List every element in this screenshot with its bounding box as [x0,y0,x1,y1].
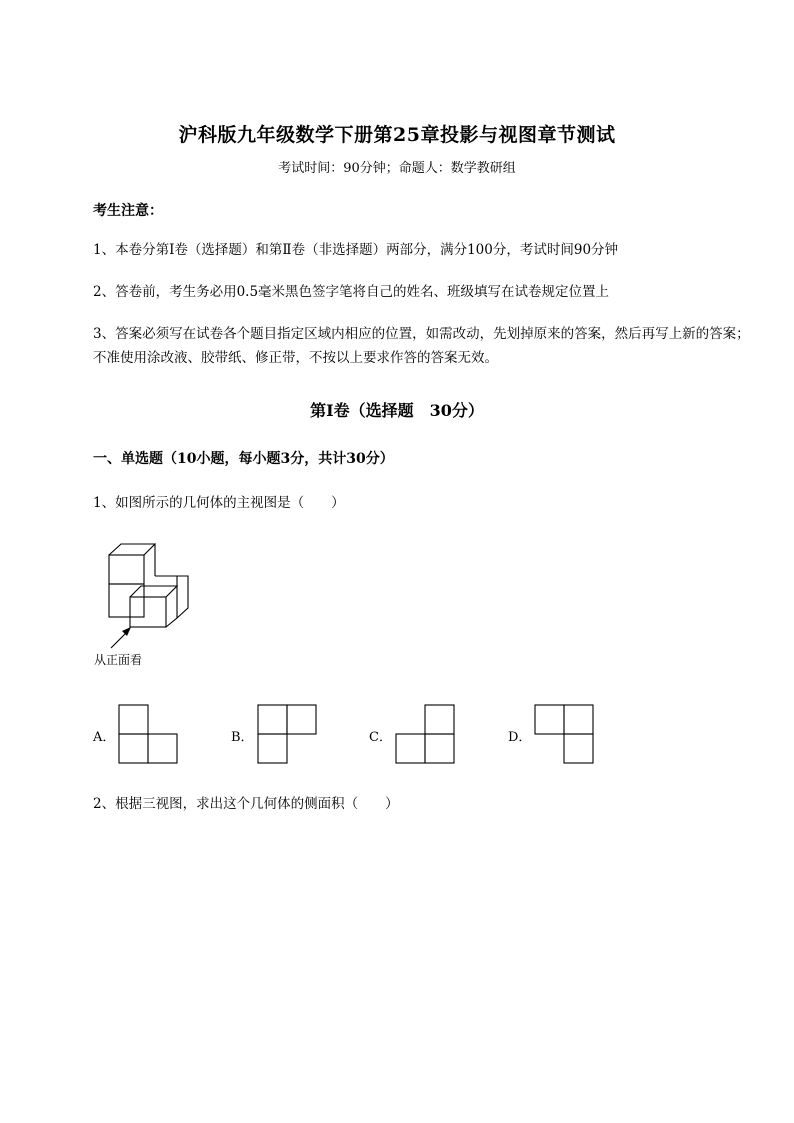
option-a-label[interactable]: A． [93,730,116,745]
option-a-figure[interactable] [118,704,180,766]
option-d-label[interactable]: D． [508,730,532,745]
section-heading: 一、单选题（10小题，每小题3分，共计30分） [93,451,394,467]
view-arrow [122,627,131,636]
view-direction-label: 从正面看 [94,653,143,667]
notice-item-3: 3、答案必须写在试卷各个题目指定区域内相应的位置，如需改动，先划掉原来的答案，然后再写上新的答案；不准使用涂改液、胶带纸、修正带，不按以上要求作答的答案无效。 [93,326,750,366]
notice-heading: 考生注意： [93,203,163,219]
part-title: 第I卷（选择题 30分） [310,401,484,420]
exam-info: 考试时间：90分钟；命题人：数学教研组 [278,161,516,176]
cube-front-face-front [130,597,166,627]
notice-item-2: 2、答卷前，考生务必用0.5毫米黑色签字笔将自己的姓名、班级填写在试卷规定位置上 [93,284,610,300]
option-b-label[interactable]: B． [231,730,254,745]
question-1-text: 1、如图所示的几何体的主视图是（ ） [93,495,345,511]
cube-front-face-top [109,555,144,584]
option-c-label[interactable]: C． [369,730,392,745]
option-b-figure[interactable] [257,704,319,766]
question-2-text: 2、根据三视图，求出这个几何体的侧面积（ ） [93,796,399,812]
page-title: 沪科版九年级数学下册第25章投影与视图章节测试 [178,124,616,146]
notice-item-1: 1、本卷分第I卷（选择题）和第Ⅱ卷（非选择题）两部分，满分100分，考试时间90分钟 [93,242,619,258]
option-d-figure[interactable] [534,704,596,766]
question-1-figure [93,540,203,650]
option-c-figure[interactable] [395,704,457,766]
